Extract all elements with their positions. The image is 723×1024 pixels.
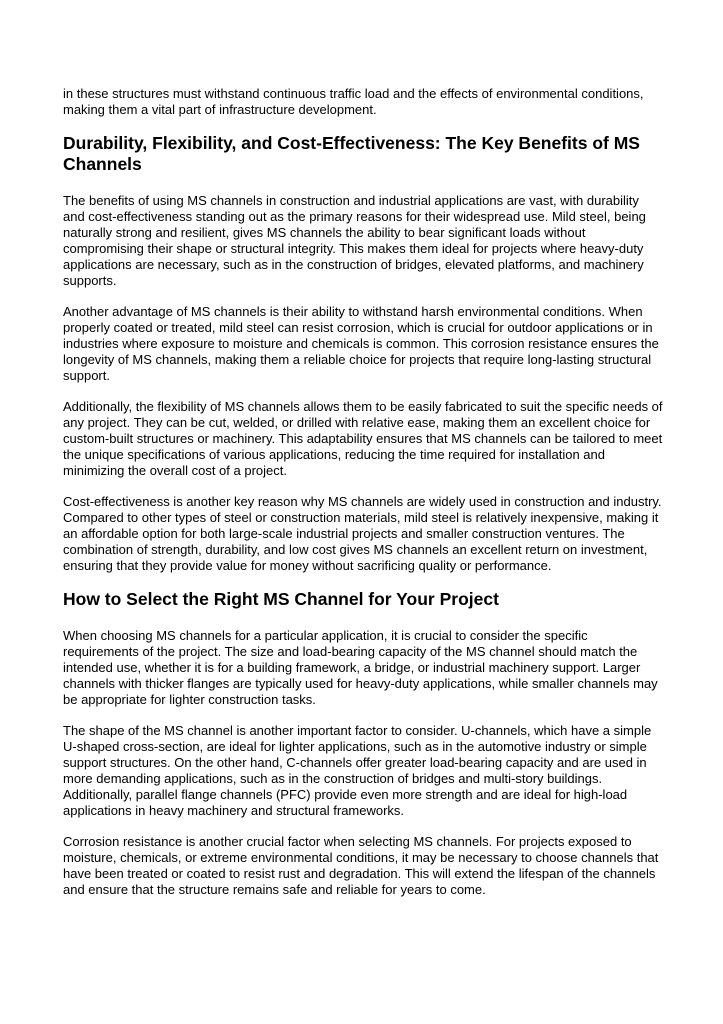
benefits-paragraph-cost: Cost-effectiveness is another key reason why MS channels are widely used in construction and industry. Compared to other types of steel or construction materials, mild steel is relatively inexpensive, making it an affordable option for both large-scale industrial projects and smaller construction ventures. The combination of strength, durability, and low cost gives MS channels an excellent return on investment, ensuring that they provide value for money without sacrificing quality or performance. [63,494,662,573]
section-heading-key-benefits: Durability, Flexibility, and Cost-Effectiveness: The Key Benefits of MS Channels [63,133,640,174]
intro-paragraph: in these structures must withstand continuous traffic load and the effects of environmental conditions, making them a vital part of infrastructure development. [63,86,644,117]
benefits-paragraph-flexibility: Additionally, the flexibility of MS channels allows them to be easily fabricated to suit the specific needs of any project. They can be cut, welded, or drilled with relative ease, making them an excellent choice for custom-built structures or machinery. This adaptability ensures that MS channels can be tailored to meet the unique specifications of various applications, reducing the time required for installation and minimizing the overall cost of a project. [63,399,663,478]
section-heading-how-to-select: How to Select the Right MS Channel for Your Project [63,589,499,609]
select-paragraph-requirements: When choosing MS channels for a particular application, it is crucial to consider the specific requirements of the project. The size and load-bearing capacity of the MS channel should match the intended use, whether it is for a building framework, a bridge, or industrial machinery support. Larger channels with thicker flanges are typically used for heavy-duty applications, while smaller channels may be appropriate for lighter construction tasks. [63,628,658,707]
select-paragraph-corrosion: Corrosion resistance is another crucial factor when selecting MS channels. For projects exposed to moisture, chemicals, or extreme environmental conditions, it may be necessary to choose channels that have been treated or coated to resist rust and degradation. This will extend the lifespan of the channels and ensure that the structure remains safe and reliable for years to come. [63,834,659,897]
select-paragraph-shape: The shape of the MS channel is another important factor to consider. U-channels, which have a simple U-shaped cross-section, are ideal for lighter applications, such as in the automotive industry or simple support structures. On the other hand, C-channels offer greater load-bearing capacity and are used in more demanding applications, such as in the construction of bridges and multi-story buildings. Additionally, parallel flange channels (PFC) provide even more strength and are ideal for high-load applications in heavy machinery and structural frameworks. [63,723,652,818]
benefits-paragraph-durability: The benefits of using MS channels in construction and industrial applications are vast, with durability and cost-effectiveness standing out as the primary reasons for their widespread use. Mild steel, being naturally strong and resilient, gives MS channels the ability to bear significant loads without compromising their shape or structural integrity. This makes them ideal for projects where heavy-duty applications are necessary, such as in the construction of bridges, elevated platforms, and machinery supports. [63,193,646,288]
document-content [63,86,663,913]
benefits-paragraph-environmental: Another advantage of MS channels is their ability to withstand harsh environmental conditions. When properly coated or treated, mild steel can resist corrosion, which is crucial for outdoor applications or in industries where exposure to moisture and chemicals is common. This corrosion resistance ensures the longevity of MS channels, making them a reliable choice for projects that require long-lasting structural support. [63,304,659,383]
